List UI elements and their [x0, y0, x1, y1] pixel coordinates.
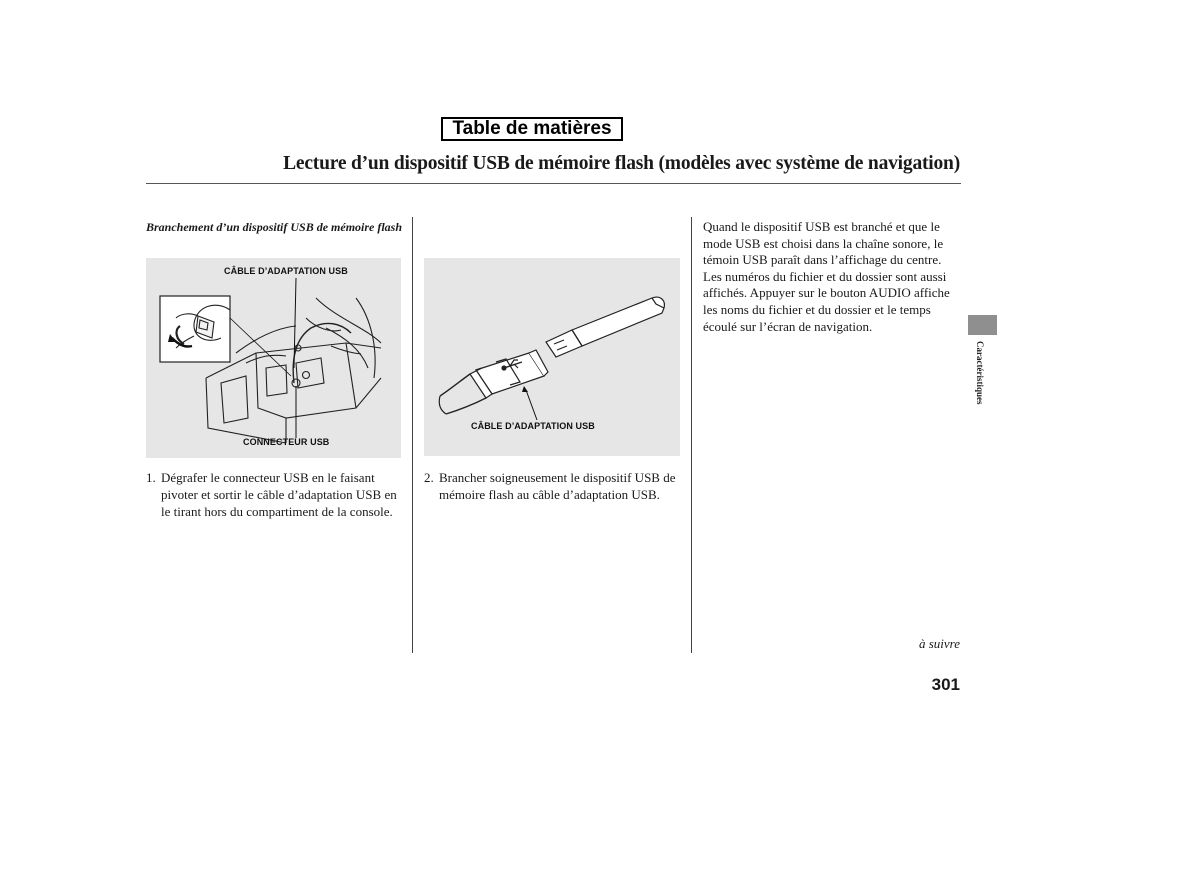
- usb-device-illustration: [424, 258, 680, 456]
- section-side-label: Caractéristiques: [975, 341, 985, 405]
- section-subheading: Branchement d’un dispositif USB de mémoire flash: [146, 220, 403, 234]
- step-1: [146, 469, 406, 539]
- step-2-number: 2.: [424, 470, 434, 485]
- step-1-number: 1.: [146, 470, 156, 485]
- column-divider-left: [412, 217, 413, 653]
- column-divider-right: [691, 217, 692, 653]
- label-usb-connector: CONNECTEUR USB: [243, 437, 330, 447]
- title-divider: [146, 183, 961, 184]
- label-adapter-cable-top: CÂBLE D’ADAPTATION USB: [224, 266, 348, 276]
- section-tab-marker[interactable]: [968, 315, 997, 335]
- label-adapter-cable: CÂBLE D’ADAPTATION USB: [471, 421, 595, 431]
- table-of-contents-button[interactable]: Table de matières: [441, 117, 623, 141]
- page-number: 301: [931, 675, 960, 694]
- console-drawing: [146, 258, 401, 458]
- page-title: Lecture d’un dispositif USB de mémoire flash (modèles avec système de navigation): [283, 153, 960, 174]
- step-2-text: Brancher soigneusement le dispositif USB de mémoire flash au câble d’adaptation USB.: [439, 470, 676, 502]
- continued-label: à suivre: [918, 636, 960, 651]
- console-illustration: [146, 258, 401, 458]
- step-2: [424, 469, 686, 523]
- usb-mode-description: Quand le dispositif USB est branché et que le mode USB est choisi dans la chaîne sonore, le témoin USB paraît dans l’affichage du centre. Les numéros du fichier et du dossier sont aussi affichés. Appuyer sur le bouton AUDIO affiche les noms du fichier et du dossier et le temps écoulé sur l’écran de navigation.: [703, 219, 950, 334]
- step-1-text: Dégrafer le connecteur USB en le faisant pivoter et sortir le câble d’adaptation USB en le tirant hors du compartiment de la console.: [161, 470, 397, 519]
